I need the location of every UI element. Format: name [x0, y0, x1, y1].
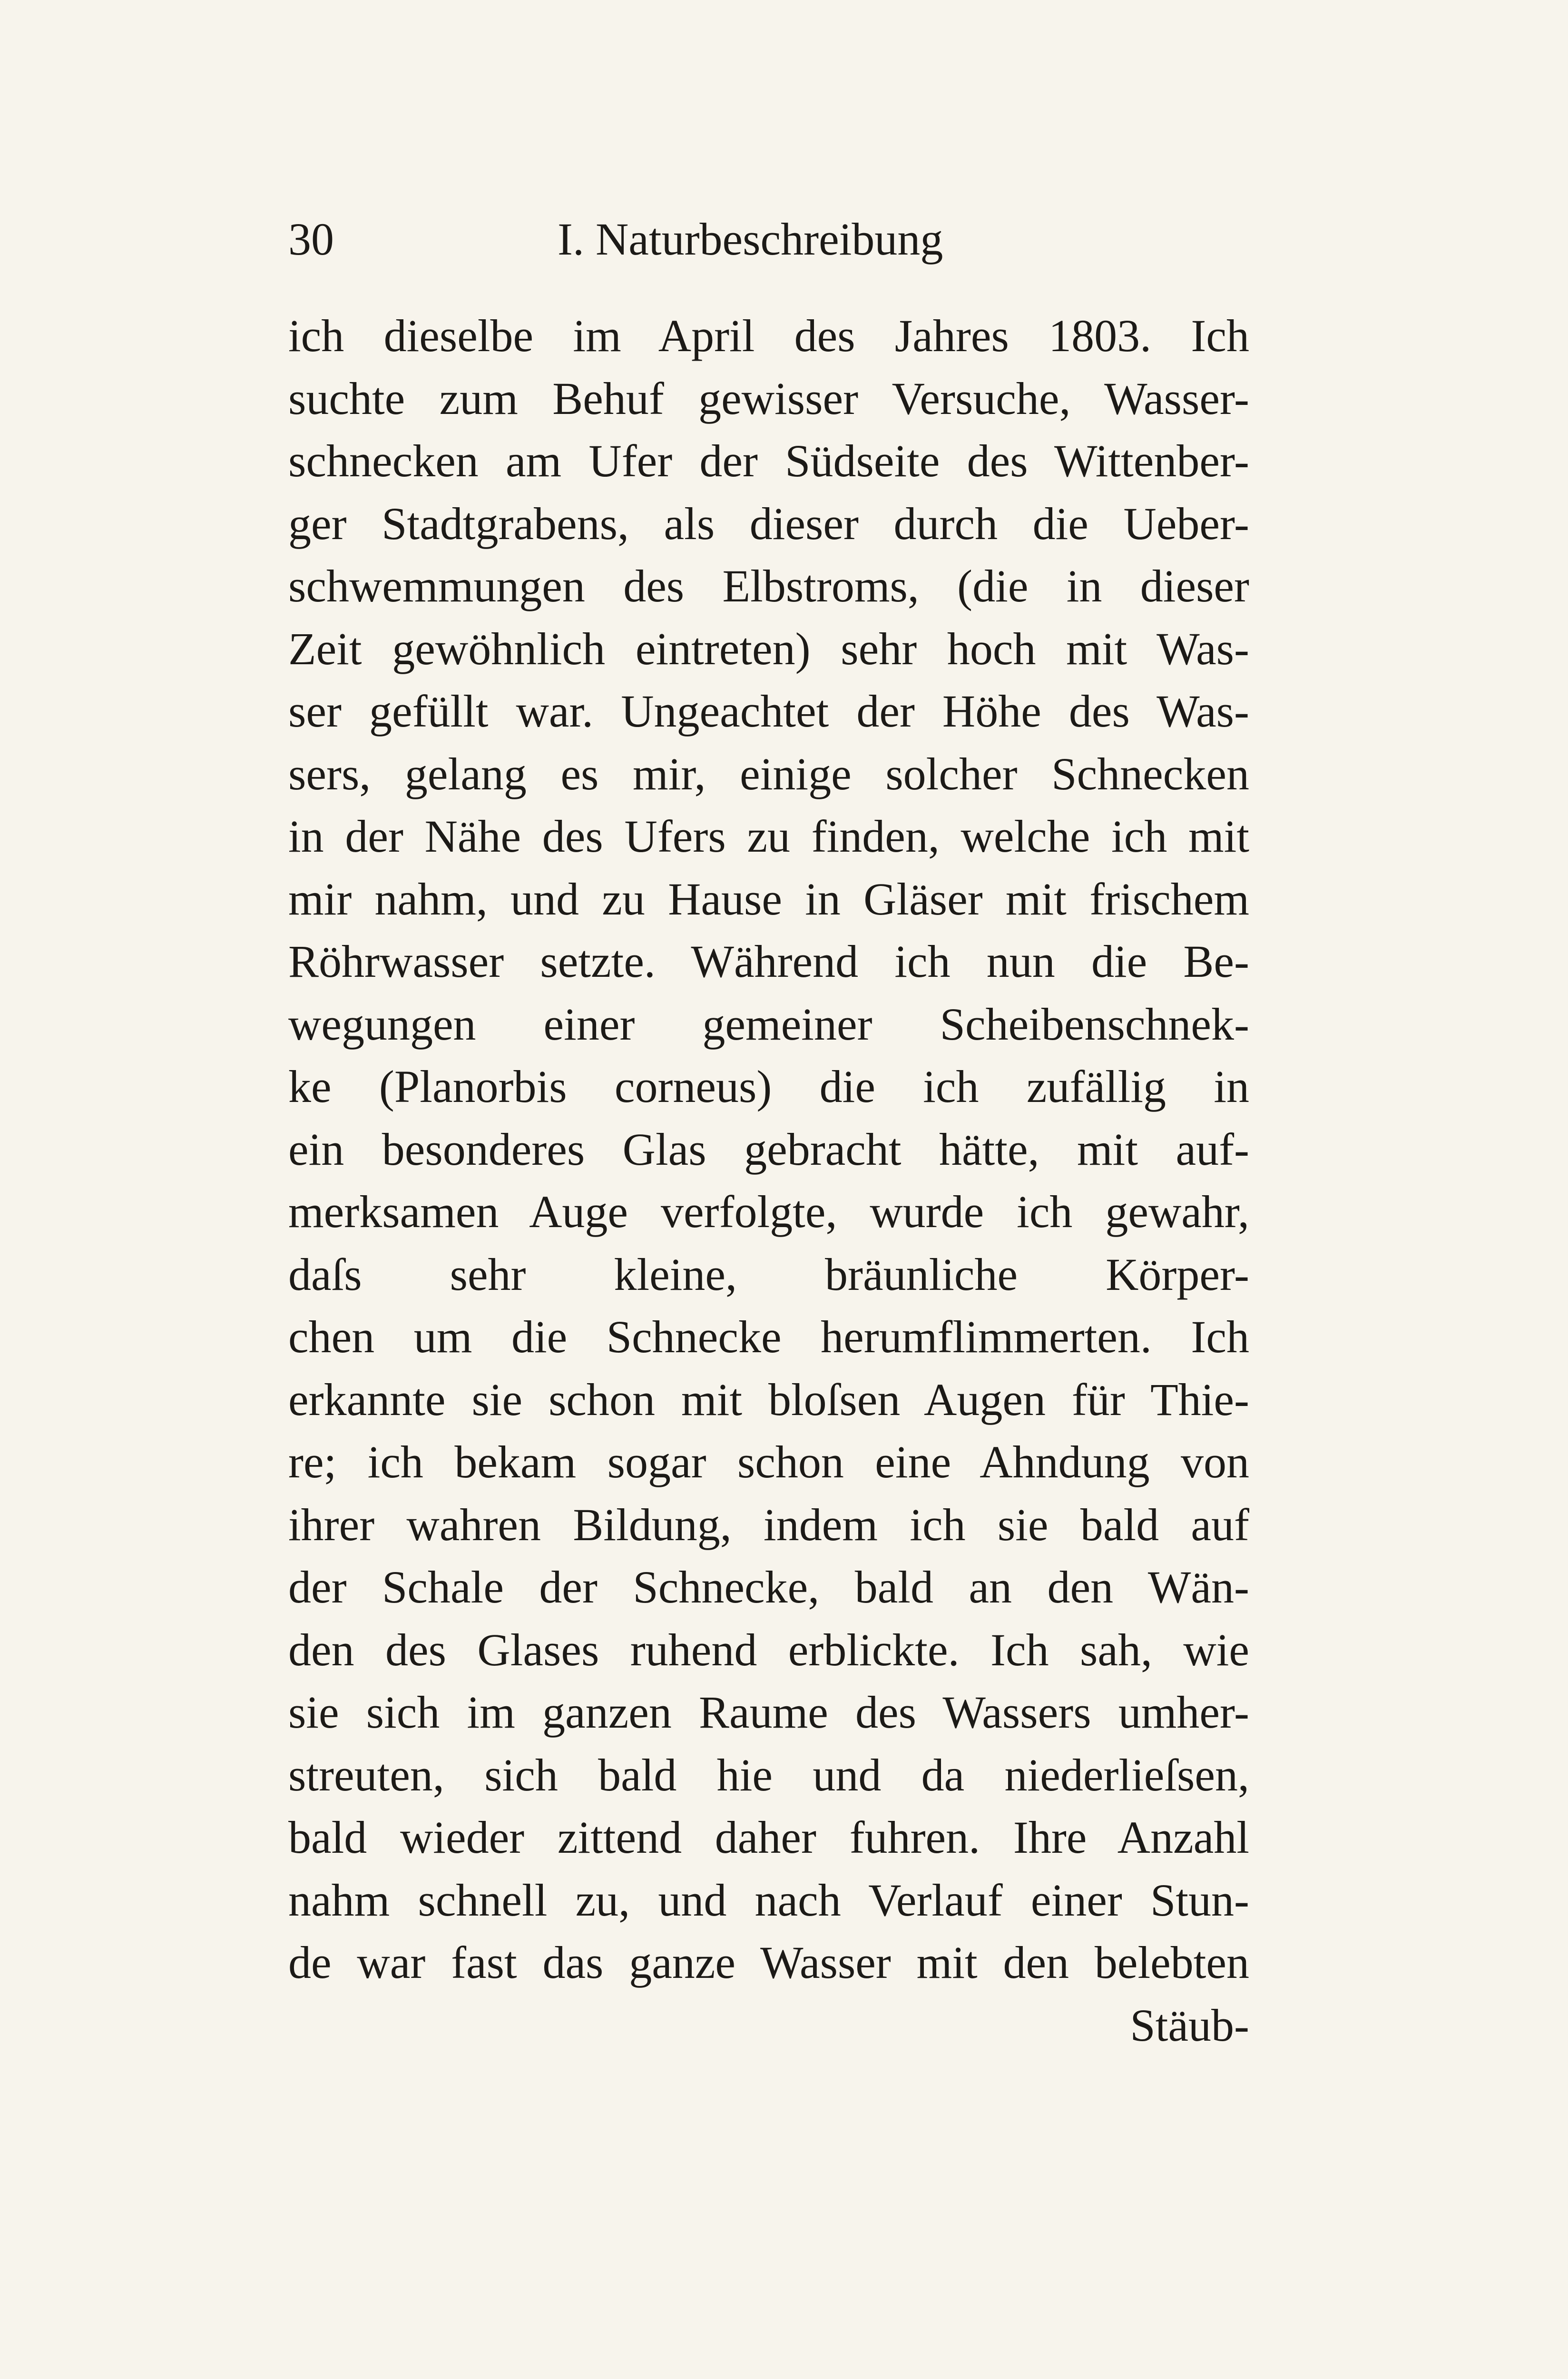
text-line: nahm schnell zu, und nach Verlauf einer Stun- — [288, 1874, 1249, 1926]
catchword: Stäub- — [1130, 1999, 1249, 2051]
text-line: sers, gelang es mir, einige solcher Schnecken — [288, 748, 1249, 799]
catchword-row — [288, 1994, 1249, 2057]
text-line: ger Stadtgrabens, als dieser durch die Ueber- — [288, 498, 1249, 549]
body-text — [288, 305, 1249, 2056]
text-line: ihrer wahren Bildung, indem ich sie bald auf — [288, 1499, 1249, 1550]
text-line: Zeit gewöhnlich eintreten) sehr hoch mit Was- — [288, 623, 1249, 674]
running-head: I. Naturbeschreibung — [558, 214, 943, 265]
text-line: re; ich bekam sogar schon eine Ahndung von — [288, 1436, 1249, 1487]
text-line: erkannte sie schon mit bloſsen Augen für Thie- — [288, 1374, 1249, 1425]
text-line: schwemmungen des Elbstroms, (die in dieser — [288, 560, 1249, 611]
text-line: wegungen einer gemeiner Scheibenschnek- — [288, 998, 1249, 1050]
text-line: bald wieder zittend daher fuhren. Ihre Anzahl — [288, 1812, 1249, 1863]
text-line: ein besonderes Glas gebracht hätte, mit auf- — [288, 1123, 1249, 1175]
page-header — [288, 213, 1249, 265]
text-line: chen um die Schnecke herumflimmerten. Ich — [288, 1311, 1249, 1362]
text-line: mir nahm, und zu Hause in Gläser mit frischem — [288, 873, 1249, 924]
text-line: streuten, sich bald hie und da niederlieſsen, — [288, 1749, 1249, 1800]
text-line: merksamen Auge verfolgte, wurde ich gewahr, — [288, 1186, 1249, 1237]
text-line: ser gefüllt war. Ungeachtet der Höhe des Was- — [288, 686, 1249, 737]
text-line: den des Glases ruhend erblickte. Ich sah, wie — [288, 1624, 1249, 1675]
text-line: de war fast das ganze Wasser mit den belebten — [288, 1937, 1249, 1988]
text-line: suchte zum Behuf gewisser Versuche, Wasser- — [288, 373, 1249, 424]
text-line: sie sich im ganzen Raume des Wassers umher- — [288, 1687, 1249, 1738]
text-line: ich dieselbe im April des Jahres 1803. Ich — [288, 310, 1249, 361]
text-line: daſs sehr kleine, bräunliche Körper- — [288, 1248, 1249, 1300]
page-number: 30 — [288, 214, 334, 265]
text-line: Röhrwasser setzte. Während ich nun die Be- — [288, 936, 1249, 987]
text-line: in der Nähe des Ufers zu finden, welche ich mit — [288, 811, 1249, 862]
text-line: schnecken am Ufer der Südseite des Wittenber- — [288, 435, 1249, 486]
text-line: der Schale der Schnecke, bald an den Wän- — [288, 1562, 1249, 1612]
text-line: ke (Planorbis corneus) die ich zufällig in — [288, 1061, 1249, 1112]
